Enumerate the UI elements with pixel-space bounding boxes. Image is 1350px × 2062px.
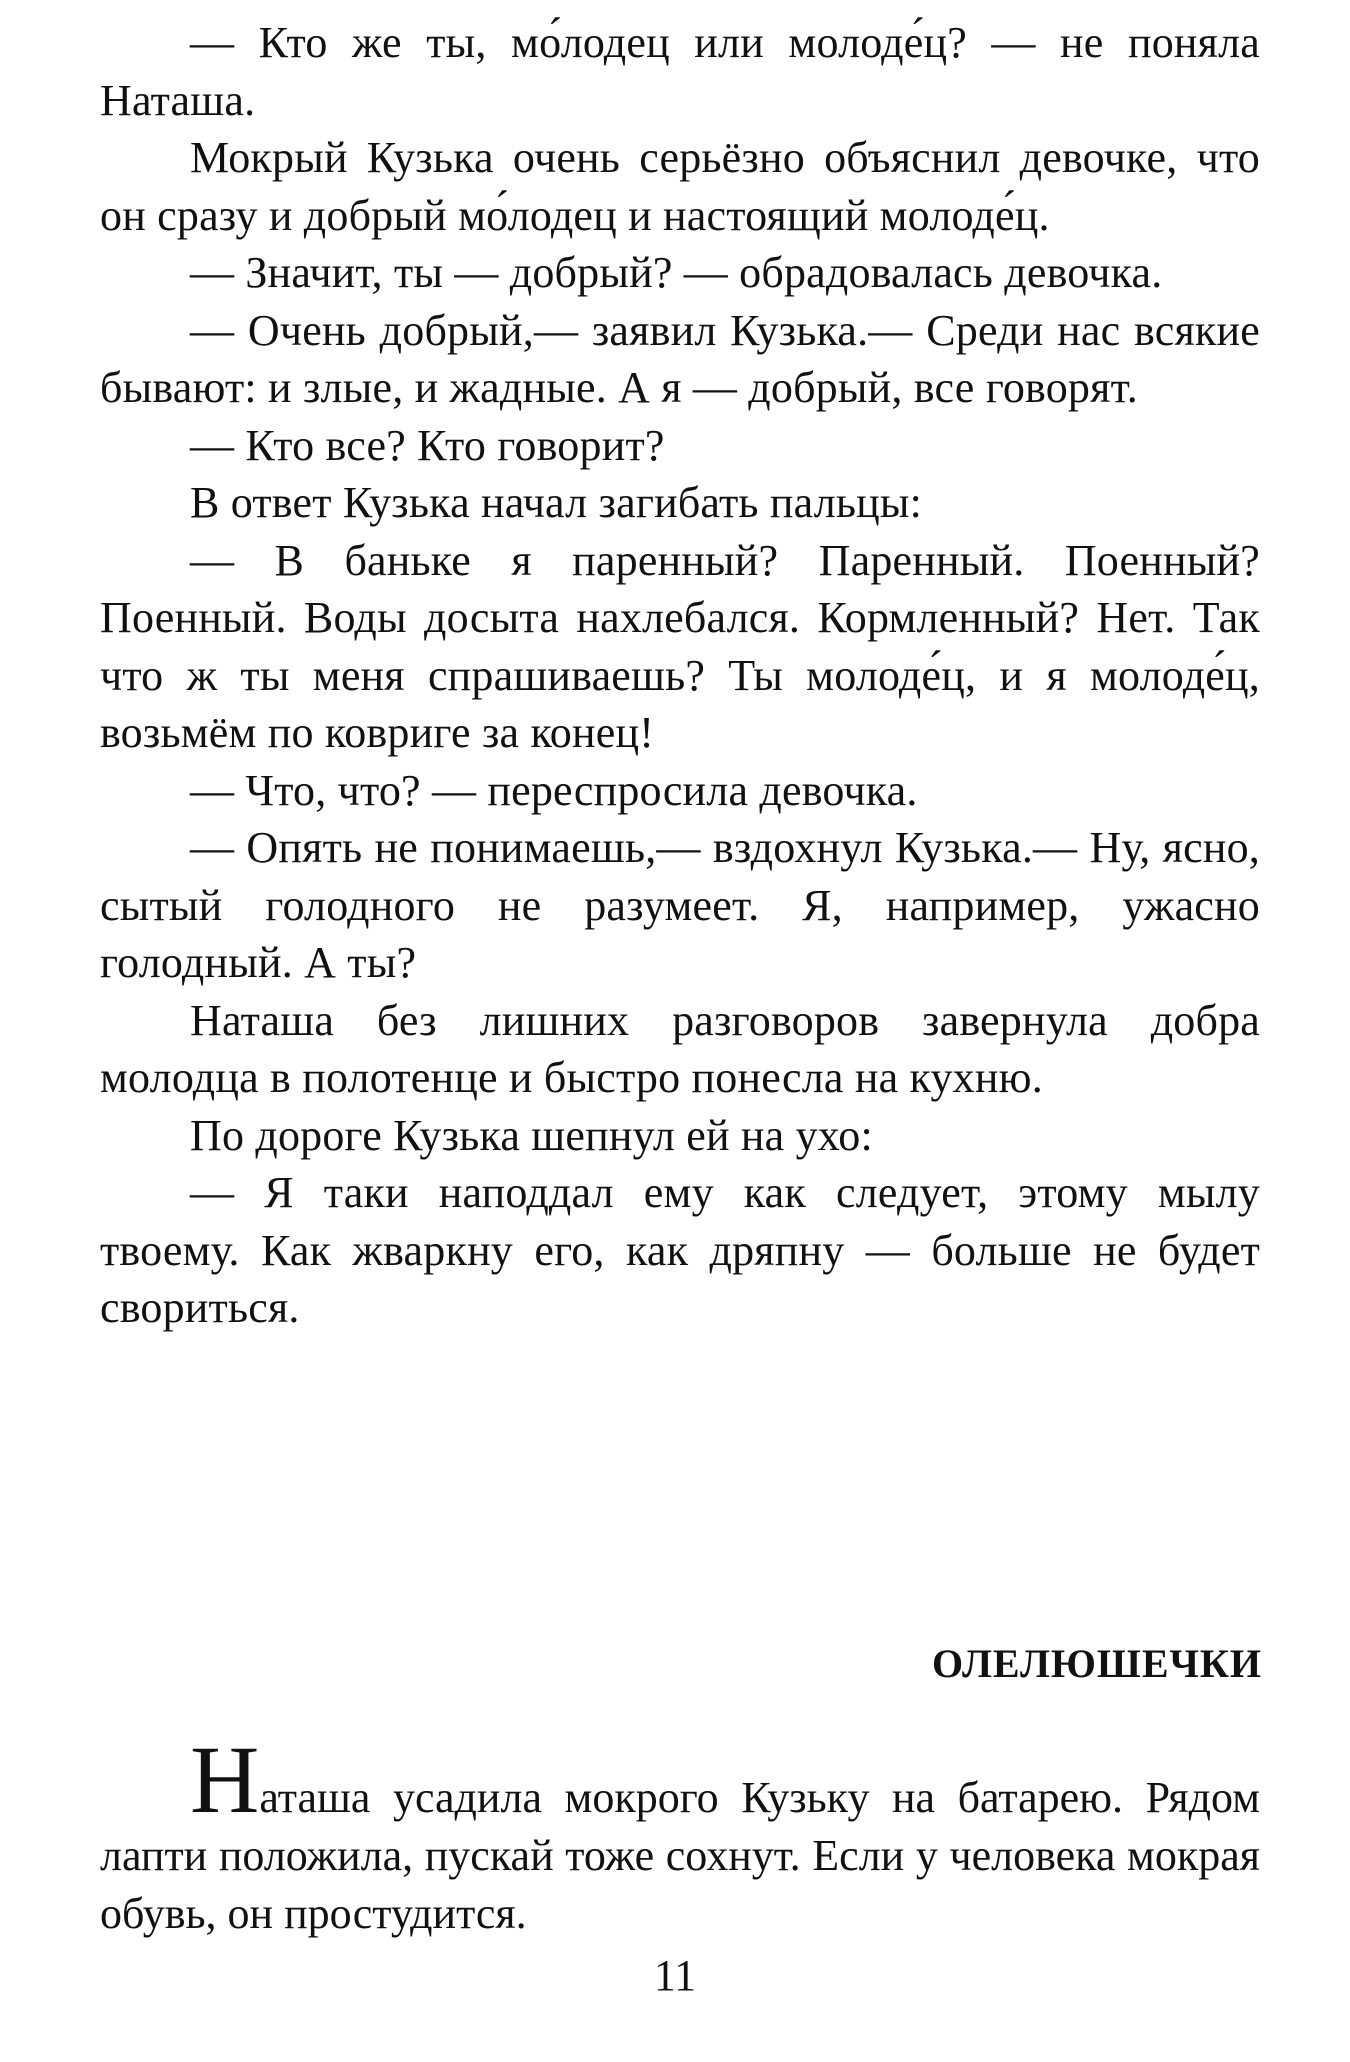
paragraph: По дороге Кузька шепнул ей на ухо: (190, 1110, 873, 1160)
chapter-opening-text: аташа усадила мокрого Кузьку на батарею. Рядом лапти положила, пускай тоже сохнут. Если у человека мокрая обувь, он простудится. (100, 1773, 1260, 1938)
paragraph: — В баньке я паренный? Паренный. Поенный? Поенный. Воды досыта нахлебался. Кормленный? Нет. Так что ж ты меня спрашиваешь? Ты молоде́ц, и я молоде́ц, возьмём по ковриге за конец! (100, 535, 1260, 757)
paragraph: — Кто все? Кто говорит? (190, 420, 665, 470)
chapter-title: ОЛЕЛЮШЕЧКИ (932, 1641, 1262, 1686)
paragraph: — Кто же ты, мо́лодец или молоде́ц? — не поняла Наташа. (100, 18, 1260, 125)
drop-cap: Н (190, 1726, 260, 1833)
chapter-opening-paragraph (100, 1726, 1260, 1943)
paragraph: — Опять не понимаешь,— вздохнул Кузька.— Ну, ясно, сытый голодного не разумеет. Я, например, ужасно голодный. А ты? (100, 823, 1260, 987)
paragraph: Мокрый Кузька очень серьёзно объяснил девочке, что он сразу и добрый мо́лодец и настоящий молоде́ц. (100, 133, 1260, 240)
paragraph: Наташа без лишних разговоров завернула добра молодца в полотенце и быстро понесла на кухню. (100, 995, 1260, 1102)
paragraph: — Что, что? — переспросила девочка. (190, 765, 918, 815)
paragraph: — Я таки наподдал ему как следует, этому мылу твоему. Как жваркну его, как дряпну — больше не будет свориться. (100, 1168, 1260, 1332)
story-text (100, 14, 1260, 1337)
paragraph: — Значит, ты — добрый? — обрадовалась девочка. (190, 248, 1163, 297)
paragraph: В ответ Кузька начал загибать пальцы: (190, 478, 923, 527)
page-number: 11 (653, 1951, 697, 2000)
paragraph: — Очень добрый,— заявил Кузька.— Среди нас всякие бывают: и злые, и жадные. А я — добрый, все говорят. (100, 305, 1260, 412)
